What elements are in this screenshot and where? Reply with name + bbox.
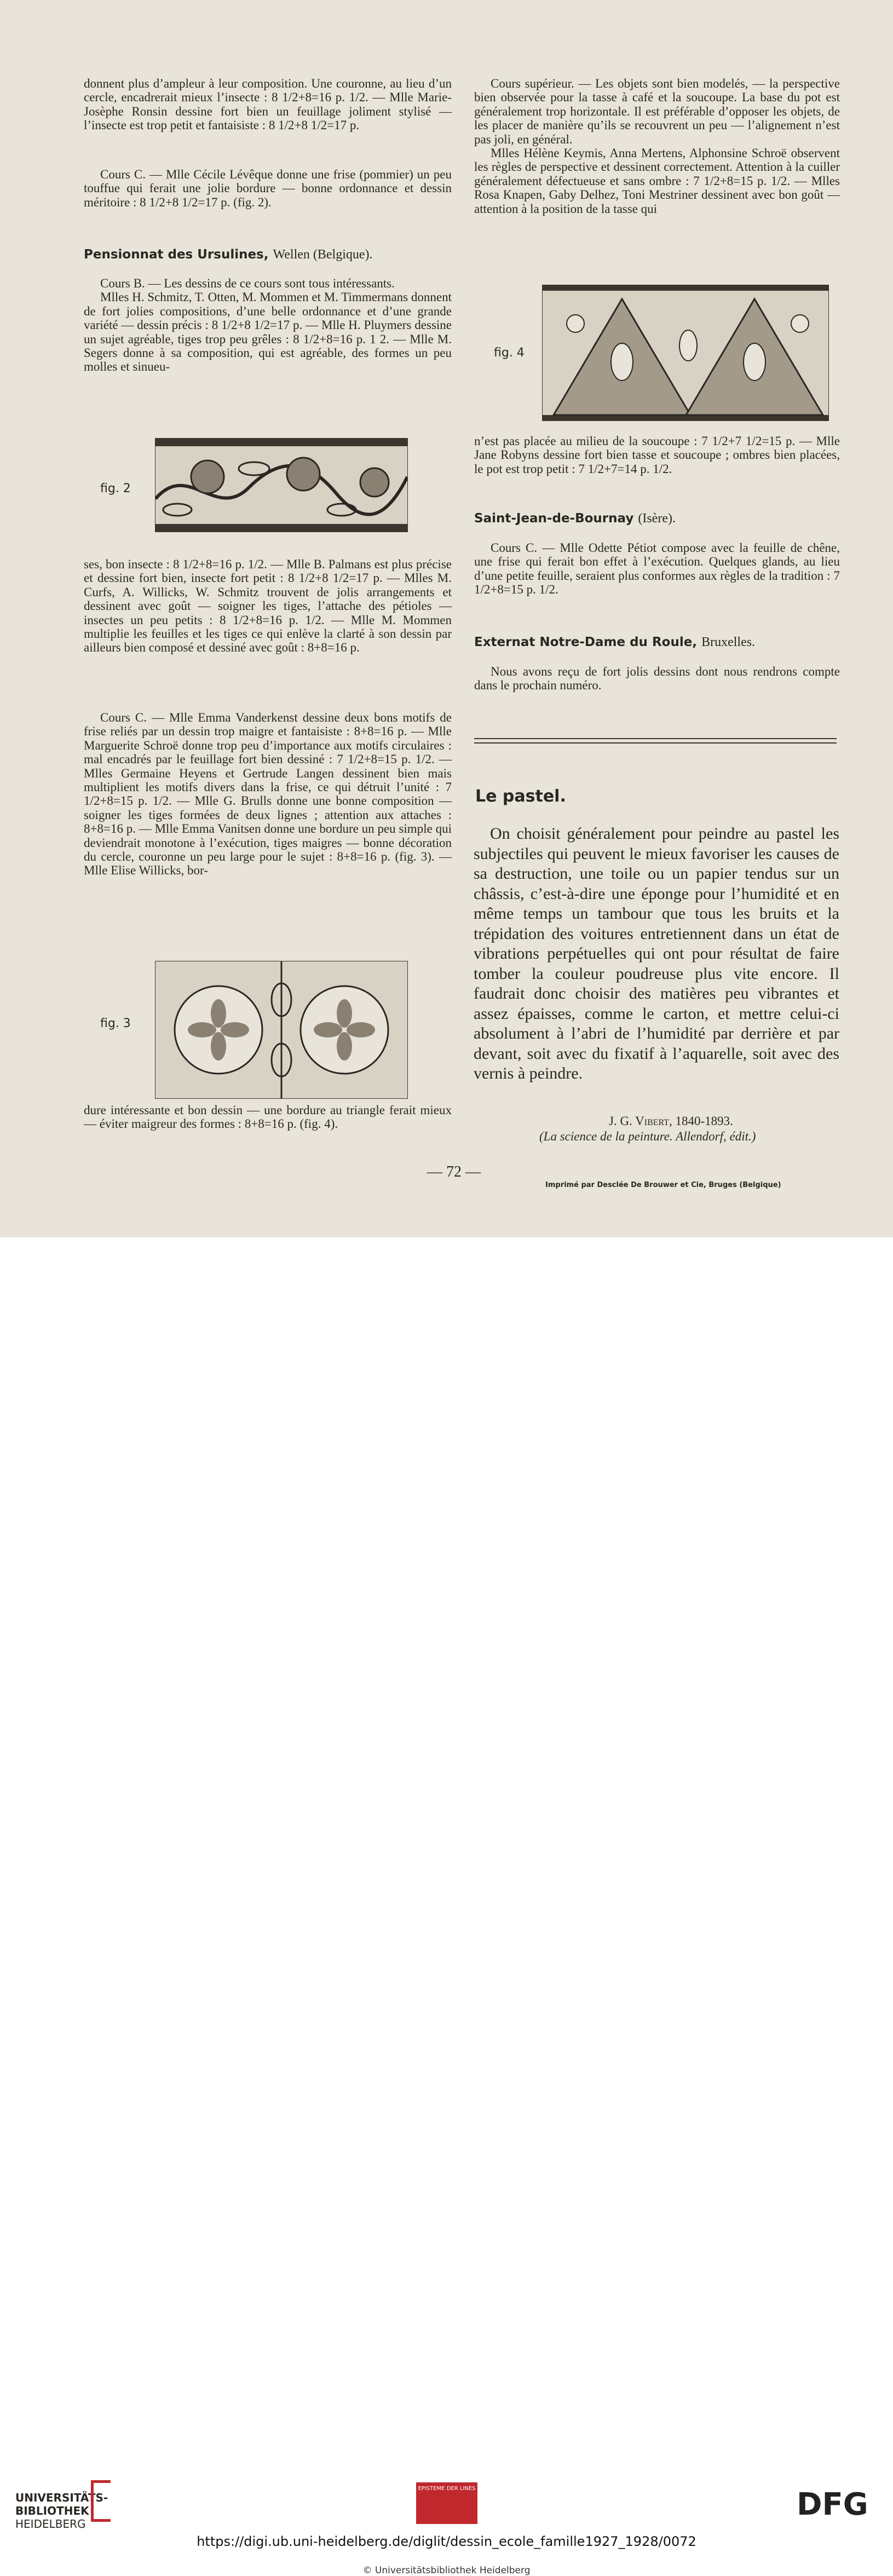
left-column-top bbox=[84, 77, 452, 132]
paragraph: Mlles Hélène Keymis, Anna Mertens, Alphonsine Schroë observent les règles de perspective et dessinent correctement. Attention à la cuiller généralement défectueuse et sans ombre : 7 1/2+8=15 p. 1/2. — Mlles Rosa Knapen, Gaby Delhez, Toni Mestriner dessinent avec bon goût — attention à la position de la tasse qui bbox=[474, 146, 840, 216]
article-source: (La science de la peinture. Allendorf, édit.) bbox=[539, 1129, 756, 1143]
paragraph: donnent plus d’ampleur à leur composition. Une couronne, au lieu d’un cercle, encadrerait mieux l’insecte : 8 1/2+8=16 p. 1/2. — Mlle Marie-Josèphe Ronsin dessine fort bien un feuillage joliment stylisé — l’insecte est trop petit et fantaisiste : 8 1/2+8 1/2=17 p. bbox=[84, 77, 452, 132]
section-heading-externat: Externat Notre-Dame du Roule, Bruxelles. bbox=[474, 635, 756, 649]
fig-4-label: fig. 4 bbox=[494, 346, 525, 360]
right-column-top bbox=[474, 77, 840, 216]
left-column-cours-c-2 bbox=[84, 711, 452, 878]
right-column-continued bbox=[474, 434, 840, 476]
paragraph: Nous avons reçu de fort jolis dessins dont nous rendrons compte dans le prochain numéro. bbox=[474, 665, 840, 693]
scanned-page bbox=[0, 0, 893, 1237]
apple-branch-frieze-icon bbox=[155, 439, 407, 532]
article-body bbox=[474, 824, 839, 1084]
printer-imprint: Imprimé par Desclée De Brouwer et Cie, Bruges (Belgique) bbox=[545, 1181, 781, 1189]
library-logo-icon bbox=[91, 2480, 111, 2522]
fig-3-border-illustration bbox=[155, 961, 408, 1099]
section-heading-ursulines: Pensionnat des Ursulines, Wellen (Belgique). bbox=[84, 247, 373, 262]
right-column-externat bbox=[474, 665, 840, 693]
left-column-continued bbox=[84, 557, 452, 655]
paragraph: Cours supérieur. — Les objets sont bien modelés, — la perspective bien observée pour la tasse à café et la soucoupe. La base du pot est généralement trop horizontale. Il est préférable d’opposer les objets, de les placer de manière qu’ils se recouvrent un peu — l’alignement n’est pas joli, en général. bbox=[474, 77, 840, 146]
page-number: — 72 — bbox=[427, 1163, 481, 1180]
fig-4-triangle-illustration bbox=[542, 285, 829, 421]
section-heading-saint-jean: Saint-Jean-de-Bournay (Isère). bbox=[474, 511, 676, 526]
divider-rule bbox=[474, 738, 837, 739]
dfg-logo: DFG bbox=[797, 2487, 868, 2522]
paragraph: On choisit généralement pour peindre au pastel les subjectiles qui peuvent le mieux favoriser les causes de sa destruction, une toile ou un papier tendus sur un châssis, c’est-à-dire une éponge pour l’humidité et en même temps un tambour que tous les bruits et la trépidation des voitures entretiennent dans un état de vibrations perpétuelles qui ont pour résultat de faire tomber la couleur poudreuse plus vite encore. Il faudrait donc choisir des matières peu vibrantes et assez épaisses, comme le carton, et mettre celui-ci absolument à l’abri de l’humidité par derrière et par devant, soit avec du fixatif à l’aquarelle, soit avec des vernis à peindre. bbox=[474, 825, 839, 1082]
left-column-cours-b bbox=[84, 276, 452, 374]
paragraph: Cours C. — Mlle Emma Vanderkenst dessine deux bons motifs de frise reliés par un dessin trop maigre et fantaisiste : 8+8=16 p. — Mlle Marguerite Schroë donne trop peu d’importance aux motifs circulaires : mal encadrés par le feuillage fort bien dessiné : 7 1/2+8=15 p. 1/2. — Mlles Germaine Heyens et Gertrude Langen dessinent bien mais multiplient les motifs divers dans la frise, ce qui détruit l’unité : 7 1/2+8=15 p. 1/2. — Mlle G. Brulls donne une bonne composition — soigner les tiges formées de deux lignes ; attention aux attaches : 8+8=16 p. — Mlle Emma Vanitsen donne une bordure un peu simple qui deviendrait monotone à l’exécution, tiges maigres — bonne décoration du cercle, couronne un peu large pour le sujet : 8+8=16 p. (fig. 3). — Mlle Elise Willicks, bor- bbox=[84, 711, 452, 878]
circle-leaf-border-icon bbox=[155, 961, 407, 1098]
episteme-logo-icon: EPISTEME DER LINES bbox=[416, 2482, 477, 2524]
left-column-cours-c bbox=[84, 168, 452, 209]
right-column-cours-c bbox=[474, 541, 840, 597]
library-name: UNIVERSITÄTS- BIBLIOTHEK HEIDELBERG bbox=[15, 2491, 108, 2531]
paragraph: Mlles H. Schmitz, T. Otten, M. Mommen et M. Timmermans donnent de fort jolies compositions, d’une belle ordonnance et d’une grande variété — dessin précis : 8 1/2+8 1/2=17 p. — Mlle H. Pluymers dessine un sujet agréable, tiges trop peu grêles : 8 1/2+8=16 p. 1 2. — Mlle M. Segers donne à sa composition, qui est agréable, des formes un peu molles et sinueu- bbox=[84, 290, 452, 374]
left-column-end bbox=[84, 1103, 452, 1131]
triangle-flower-border-icon bbox=[543, 285, 828, 420]
fig-3-label: fig. 3 bbox=[100, 1017, 131, 1030]
copyright-notice: © Universitätsbibliothek Heidelberg bbox=[362, 2565, 531, 2576]
divider-rule bbox=[474, 742, 837, 744]
article-author: J. G. Vibert, 1840-1893. bbox=[609, 1114, 733, 1128]
paragraph: Cours B. — Les dessins de ce cours sont tous intéressants. bbox=[100, 276, 395, 290]
paragraph: Cours C. — Mlle Odette Pétiot compose avec la feuille de chêne, une frise qui ferait bon effet à l’exécution. Quelques glands, au lieu d’une petite feuille, seraient plus conformes aux règles de la tradition : 7 1/2+8=15 p. 1/2. bbox=[474, 541, 840, 597]
paragraph: Cours C. — Mlle Cécile Lévêque donne une frise (pommier) un peu touffue qui ferait une jolie bordure — bonne ordonnance et dessin méritoire : 8 1/2+8 1/2=17 p. (fig. 2). bbox=[84, 168, 452, 209]
digitization-footer bbox=[0, 1237, 893, 2576]
fig-2-label: fig. 2 bbox=[100, 482, 131, 495]
permalink-url[interactable]: https://digi.ub.uni-heidelberg.de/diglit/dessin_ecole_famille1927_1928/0072 bbox=[197, 2534, 696, 2549]
fig-2-frieze-illustration bbox=[155, 438, 408, 532]
article-title: Le pastel. bbox=[475, 787, 566, 806]
paragraph: dure intéressante et bon dessin — une bordure au triangle ferait mieux — éviter maigreur des formes : 8+8=16 p. (fig. 4). bbox=[84, 1103, 452, 1131]
paragraph: ses, bon insecte : 8 1/2+8=16 p. 1/2. — Mlle B. Palmans est plus précise et dessine fort bien, insecte fort petit : 8 1/2+8 1/2=17 p. — Mlles M. Curfs, A. Willicks, W. Schmitz trouvent de jolis arrangements et dessinent avec goût — soigner les tiges, l’attache des pétioles — insectes un peu petits : 8 1/2+8=16 p. 1/2. — Mlle M. Mommen multiplie les feuilles et les tiges ce qui enlève la clarté à son dessin par ailleurs bien composé et dessiné avec goût : 8+8=16 p. bbox=[84, 557, 452, 655]
paragraph: n’est pas placée au milieu de la soucoupe : 7 1/2+7 1/2=15 p. — Mlle Jane Robyns dessine fort bien tasse et soucoupe ; ombres bien placées, le pot est trop petit : 7 1/2+7=14 p. 1/2. bbox=[474, 434, 840, 476]
